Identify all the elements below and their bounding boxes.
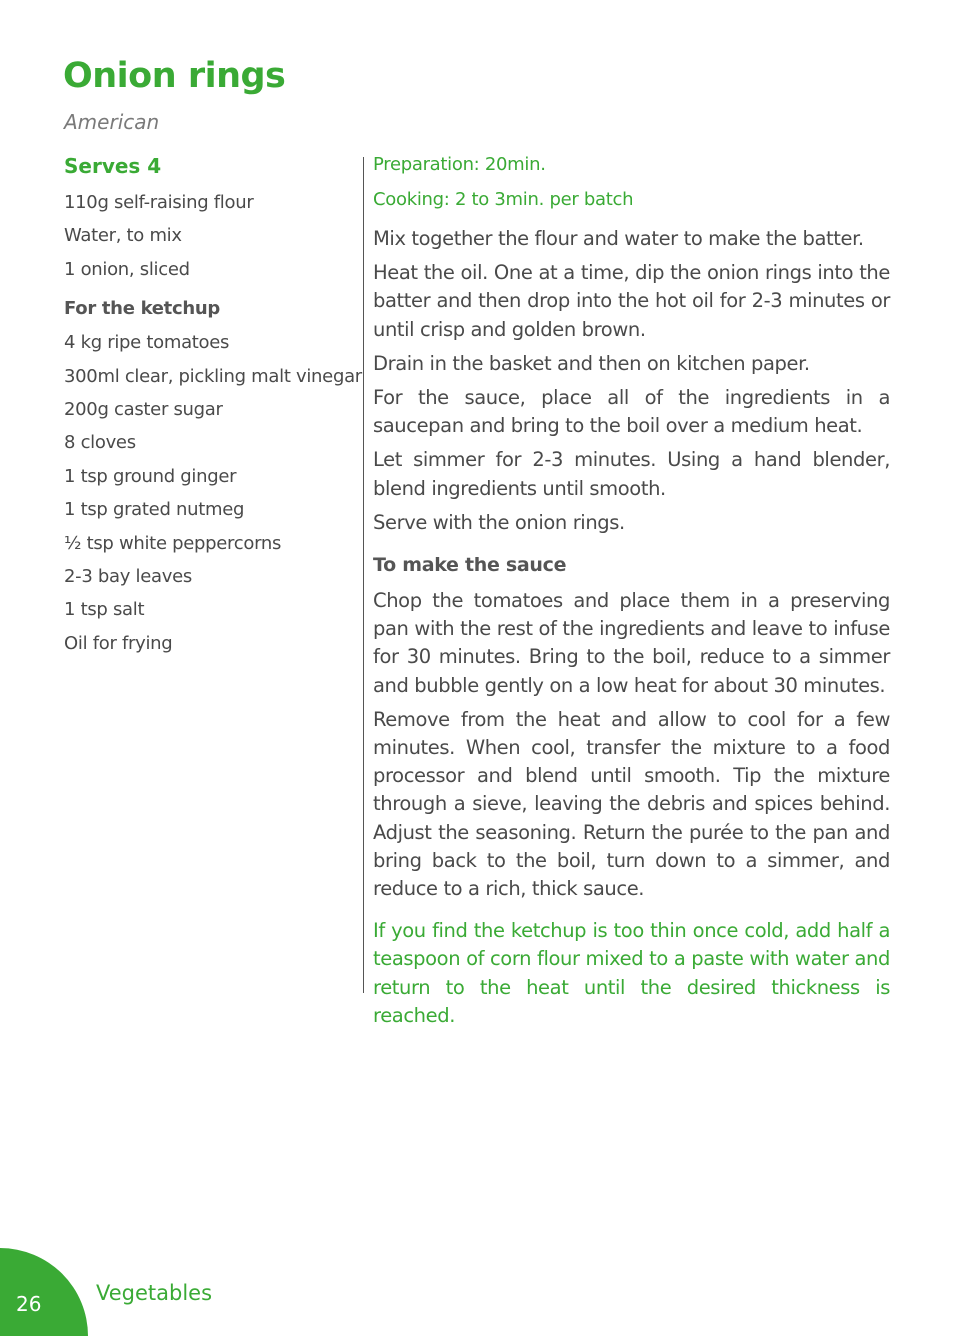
ingredient-item: ½ tsp white peppercorns [64,532,282,554]
page-title: Onion rings [63,56,286,96]
ingredient-item: 4 kg ripe tomatoes [64,332,230,354]
method-step: For the sauce, place all of the ingredients in a saucepan and bring to the boil over a medium heat. [373,386,890,438]
ingredient-item: 110g self-raising flour [64,192,254,213]
cuisine-label: American [64,110,160,134]
ingredient-item: 300ml clear, pickling malt vinegar [64,365,362,387]
ingredient-item: 1 tsp salt [64,599,145,621]
tip-text: If you find the ketchup is too thin once cold, add half a teaspoon of corn flour mixed to a paste with water and return to the heat until the desired thickness is reached. [373,919,890,1027]
preparation-time: Preparation: 20min. [373,154,546,175]
ketchup-heading: For the ketchup [64,298,220,320]
sauce-heading: To make the sauce [373,554,567,577]
ingredient-item: 2-3 bay leaves [64,566,192,588]
ingredient-item: 1 tsp grated nutmeg [64,499,245,521]
serves-heading: Serves 4 [64,154,162,178]
column-divider [363,157,364,993]
cooking-time: Cooking: 2 to 3min. per batch [373,189,634,210]
method-step: Drain in the basket and then on kitchen paper. [373,351,810,375]
ingredient-item: 1 tsp ground ginger [64,465,237,487]
method-step: Serve with the onion rings. [373,510,625,534]
ingredient-item: 200g caster sugar [64,399,223,421]
ingredient-item: Water, to mix [64,225,182,247]
ingredient-list [64,186,356,286]
ketchup-ingredient-list [64,326,362,660]
method-step: Mix together the flour and water to make the batter. [373,227,864,250]
sauce-step: Remove from the heat and allow to cool for a few minutes. When cool, transfer the mixture to a food processor and blend until smooth. Tip the mixture through a sieve, leaving the debris and spices behind. Adjust the seasoning. Return the purée to the pan and bring back to the boil, turn down to a simmer, and reduce to a rich, thick sauce. [373,707,890,901]
ingredient-item: 8 cloves [64,432,136,454]
page-number: 26 [16,1292,42,1316]
section-name: Vegetables [96,1281,213,1305]
ingredient-item: 1 onion, sliced [64,258,190,280]
ingredients-column [64,152,362,660]
method-step: Heat the oil. One at a time, dip the onion rings into the batter and then drop into the hot oil for 2-3 minutes or until crisp and golden brown. [373,261,890,341]
method-column [373,150,890,1030]
ingredient-item: Oil for frying [64,632,173,654]
sauce-step: Chop the tomatoes and place them in a preserving pan with the rest of the ingredients and leave to infuse for 30 minutes. Bring to the boil, reduce to a simmer and bubble gently on a low heat for about 30 minutes. [373,589,890,697]
page-number-tab [0,1248,88,1336]
method-step: Let simmer for 2-3 minutes. Using a hand blender, blend ingredients until smooth. [373,448,890,500]
